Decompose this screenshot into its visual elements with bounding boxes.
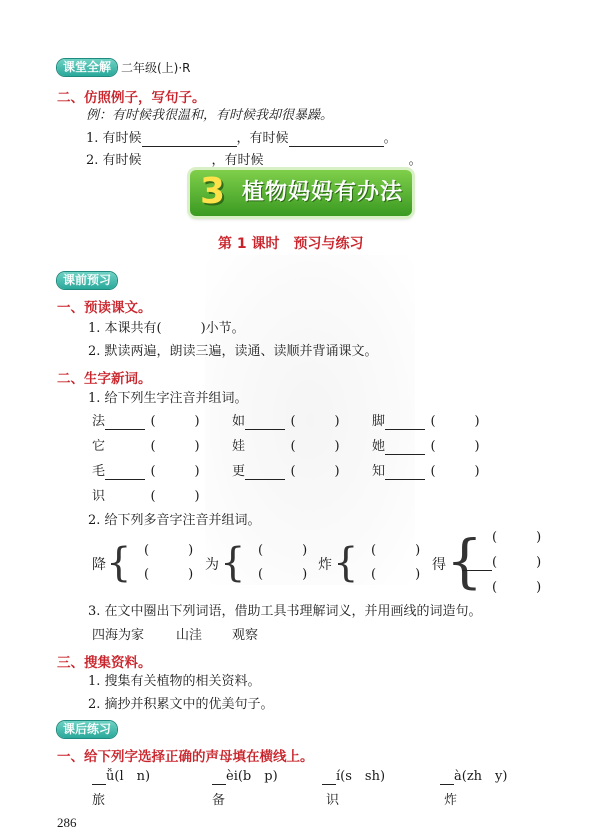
blank[interactable] [462, 558, 492, 571]
sentence-line-2: 2. 有时候 ，有时候 。 [86, 153, 422, 168]
hanzi-item: 炸 [444, 793, 458, 808]
page-number: 286 [57, 815, 77, 830]
example-sentence: 例：有时候我很温和，有时候我却很暴躁。 [86, 108, 334, 123]
char-row: 她 ( ) [372, 439, 480, 454]
pinyin-item: èi(b p) [212, 769, 278, 785]
pre-class-badge: 课前预习 [57, 272, 117, 289]
pinyin-item: í(s sh) [322, 769, 385, 785]
lesson-subtitle: 第 1 课时 预习与练习 [218, 236, 364, 252]
word-item: 四海为家 [92, 628, 145, 643]
poly-char: 得 [432, 557, 446, 573]
char-row: 知 ( ) [372, 464, 480, 479]
question-sections: 1. 本课共有( )小节。 [88, 321, 245, 336]
char-row: 识 ( ) [92, 489, 200, 504]
char-row: 它 ( ) [92, 439, 200, 454]
char-row: 更 ( ) [232, 464, 340, 479]
question-polyphone: 2. 给下列多音字注音并组词。 [88, 513, 261, 528]
section-heading-sentences: 二、仿照例子，写句子。 [57, 90, 206, 106]
question-copy: 2. 摘抄并积累文中的优美句子。 [88, 697, 274, 712]
poly-char: 炸 [318, 557, 332, 573]
question-collect: 1. 搜集有关植物的相关资料。 [88, 674, 261, 689]
char-row: 毛 ( ) [92, 464, 200, 479]
question-circle-words: 3. 在文中圈出下列词语，借助工具书理解词义，并用画线的词造句。 [88, 604, 482, 619]
blank[interactable] [289, 134, 384, 147]
hanzi-item: 备 [212, 793, 226, 808]
brace: { [446, 527, 483, 595]
lesson-number: 3 [200, 171, 226, 212]
blank[interactable] [142, 134, 237, 147]
brace: { [220, 540, 246, 586]
class-badge: 课堂全解 [57, 59, 117, 76]
post-class-badge: 课后练习 [57, 721, 117, 738]
section-heading-initials: 一、给下列字选择正确的声母填在横线上。 [57, 749, 314, 765]
pinyin-item: ǚ(l n) [92, 769, 150, 785]
hanzi-item: 识 [326, 793, 340, 808]
brace: { [106, 540, 132, 586]
section-heading-research: 三、搜集资料。 [57, 655, 152, 671]
section-heading-preread: 一、预读课文。 [57, 300, 152, 316]
char-row: 如 ( ) [232, 414, 340, 429]
hanzi-item: 旅 [92, 793, 106, 808]
char-row: 脚 ( ) [372, 414, 480, 429]
section-heading-new-words: 二、生字新词。 [57, 371, 152, 387]
word-item: 山洼 [176, 628, 203, 643]
lesson-title: 植物妈妈有办法 [242, 180, 404, 205]
char-row: 娃 ( ) [232, 439, 340, 454]
poly-char: 为 [205, 557, 219, 573]
word-item: 观察 [232, 628, 259, 643]
question-pinyin: 1. 给下列生字注音并组词。 [88, 391, 248, 406]
brace: { [333, 540, 359, 586]
char-row: 法 ( ) [92, 414, 200, 429]
lesson-banner [190, 170, 412, 216]
pinyin-item: à(zh y) [440, 769, 507, 785]
poly-char: 降 [92, 557, 106, 573]
grade-label: 二年级(上)·R [121, 61, 191, 75]
sentence-line-1: 1. 有时候 ，有时候 。 [86, 131, 397, 146]
question-read: 2. 默读两遍，朗读三遍，读通、读顺并背诵课文。 [88, 344, 378, 359]
